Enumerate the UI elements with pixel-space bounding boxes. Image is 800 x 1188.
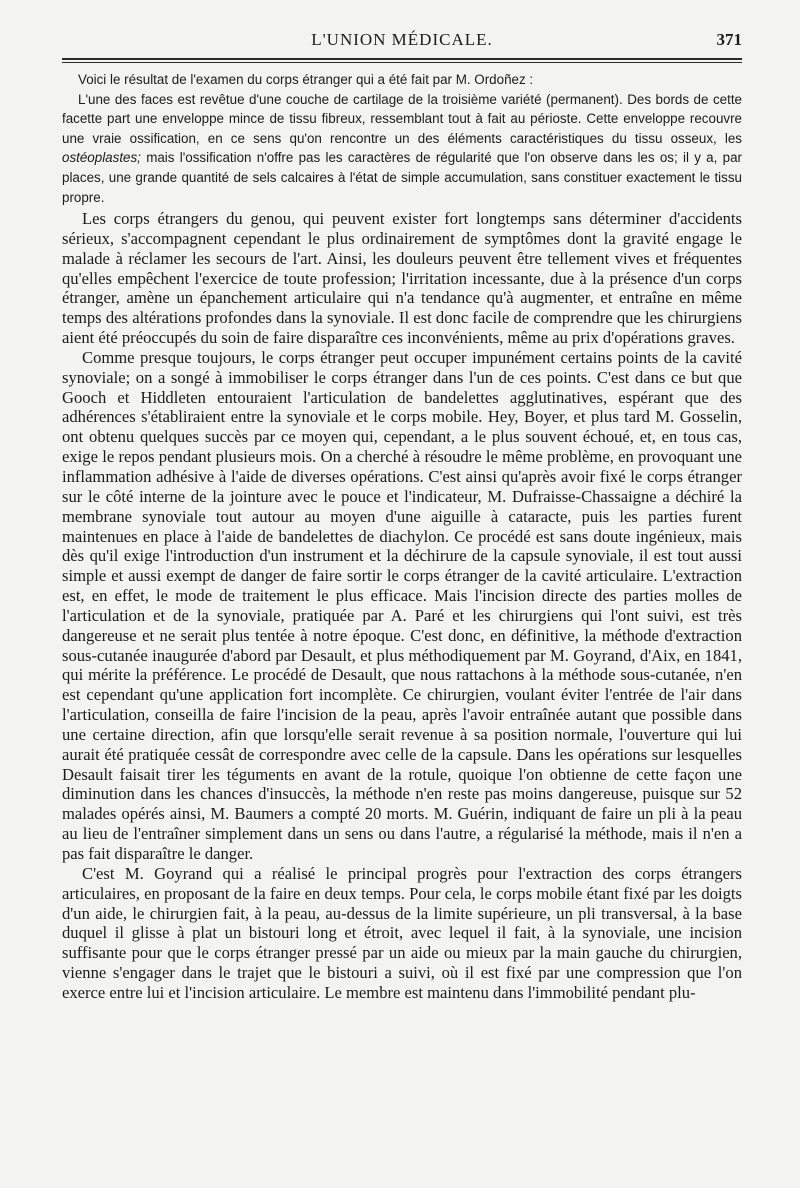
page-header bbox=[62, 30, 742, 54]
italic-term: ostéoplastes; bbox=[62, 150, 141, 166]
running-title: L'UNION MÉDICALE. bbox=[311, 30, 493, 49]
article-body bbox=[62, 209, 742, 1003]
examination-text-part-2: mais l'ossification n'offre pas les caractères de régularité que l'on observe dans les os; il y a, par places, une grande quantité de sels calcaires à l'état de simple accumulation, sans constituer exactement le tissu propre. bbox=[62, 150, 742, 205]
page-number: 371 bbox=[716, 30, 742, 49]
paragraph-3: C'est M. Goyrand qui a réalisé le principal progrès pour l'extraction des corps étrangers articulaires, en proposant de la faire en deux temps. Pour cela, le corps mobile étant fixé par les doigts d'un aide, le chirurgien fait, à la peau, au-dessus de la limite supérieure, un pli transversal, à la base duquel il glisse à plat un bistouri long et étroit, avec lequel il fait, à la synoviale, une incision suffisante pour que le corps étranger pressé par un aide ou mieux par la main gauche du chirurgien, vienne s'engager dans le trajet que le bistouri a suivi, où il est fixé par une compression que l'on exerce entre lui et l'incision articulaire. Le membre est maintenu dans l'immobilité pendant plu- bbox=[62, 863, 742, 1002]
paragraph-2: Comme presque toujours, le corps étranger peut occuper impunément certains points de la cavité synoviale; on a songé à immobiliser le corps étranger dans l'un de ces points. C'est dans ce but que Gooch et Hiddleten entouraient l'articulation de bandelettes agglutinatives, espérant que des adhérences s'établiraient entre la synoviale et le corps mobile. Hey, Boyer, et plus tard M. Gosselin, ont obtenu quelques succès par ce moyen qui, cependant, a le plus souvent échoué, et, en tous cas, exige le repos pendant plusieurs mois. On a cherché à résoudre le même problème, en provoquant une inflammation adhésive à l'aide de diverses opérations. C'est ainsi qu'après avoir fixé le corps étranger sur le côté interne de la jointure avec le pouce et l'indicateur, M. Dufraisse-Chassaigne a déchiré la membrane synoviale tout autour au moyen d'une aiguille à cataracte, puis les parties furent maintenues en place à l'aide de bandelettes de diachylon. Ce procédé est sans doute ingénieux, mais dès qu'il exige l'introduction d'un instrument et la déchirure de la capsule synoviale, il est tout aussi simple et aussi exempt de danger de faire sortir le corps étranger de la cavité articulaire. L'extraction est, en effet, le mode de traitement le plus efficace. Mais l'incision directe des parties molles de l'articulation et de la synoviale, pratiquée par A. Paré et les chirurgiens qui l'ont suivi, est très dangereuse et ne serait plus tentée à notre époque. C'est donc, en définitive, la méthode d'extraction sous-cutanée inaugurée d'abord par Desault, et plus méthodiquement par M. Goyrand, d'Aix, en 1841, qui mérite la préférence. Le procédé de Desault, que nous rattachons à la méthode sous-cutanée, n'en est cependant qu'une application fort incomplète. Ce chirurgien, voulant éviter l'entrée de l'air dans l'articulation, conseilla de faire l'incision de la peau, après l'avoir entraînée autant que possible dans une certaine direction, afin que lorsqu'elle serait revenue à sa position normale, l'ouverture qui lui aurait été pratiquée cessât de correspondre avec celle de la capsule. Dans les opérations sur lesquelles Desault faisait tirer les téguments en avant de la rotule, quoique l'on obtienne de cette façon une diminution dans les chances d'insuccès, la méthode n'en reste pas moins dangereuse, puisque sur 52 malades opérés ainsi, M. Baumers a compté 20 morts. M. Guérin, indiquant de faire un pli à la peau au lieu de l'entraîner simplement dans un sens ou dans l'autre, a régularisé la méthode, mais il n'en a pas fait disparaître le danger. bbox=[62, 347, 742, 863]
examination-note bbox=[62, 70, 742, 207]
examination-body bbox=[62, 90, 742, 208]
examination-intro: Voici le résultat de l'examen du corps étranger qui a été fait par M. Ordoñez : bbox=[78, 72, 534, 87]
examination-text-part-1: L'une des faces est revêtue d'une couche de cartilage de la troisième variété (permanent). Des bords de cette facette part une enveloppe mince de tissu fibreux, ressemblant tout à fait au périoste. Cette enveloppe recouvre une vraie ossification, en ce sens qu'on rencontre un des éléments caractéristiques du tissu osseux, les bbox=[62, 91, 742, 146]
paragraph-1: Les corps étrangers du genou, qui peuvent exister fort longtemps sans déterminer d'accidents sérieux, s'accompagnent cependant le plus ordinairement de symptômes dont la gravité engage le malade à réclamer les secours de l'art. Ainsi, les douleurs peuvent être tellement vives et fréquentes qu'elles empêchent l'exercice de toute profession; l'irritation incessante, due à la présence d'un corps étranger, amène un épanchement articulaire qui n'a tendance qu'à augmenter, et entraîne en même temps des altérations profondes dans la synoviale. Il est donc facile de comprendre que les chirurgiens aient été préoccupés du soin de faire disparaître ces inconvénients, même au prix d'opérations graves. bbox=[62, 209, 742, 348]
header-rule bbox=[62, 58, 742, 63]
